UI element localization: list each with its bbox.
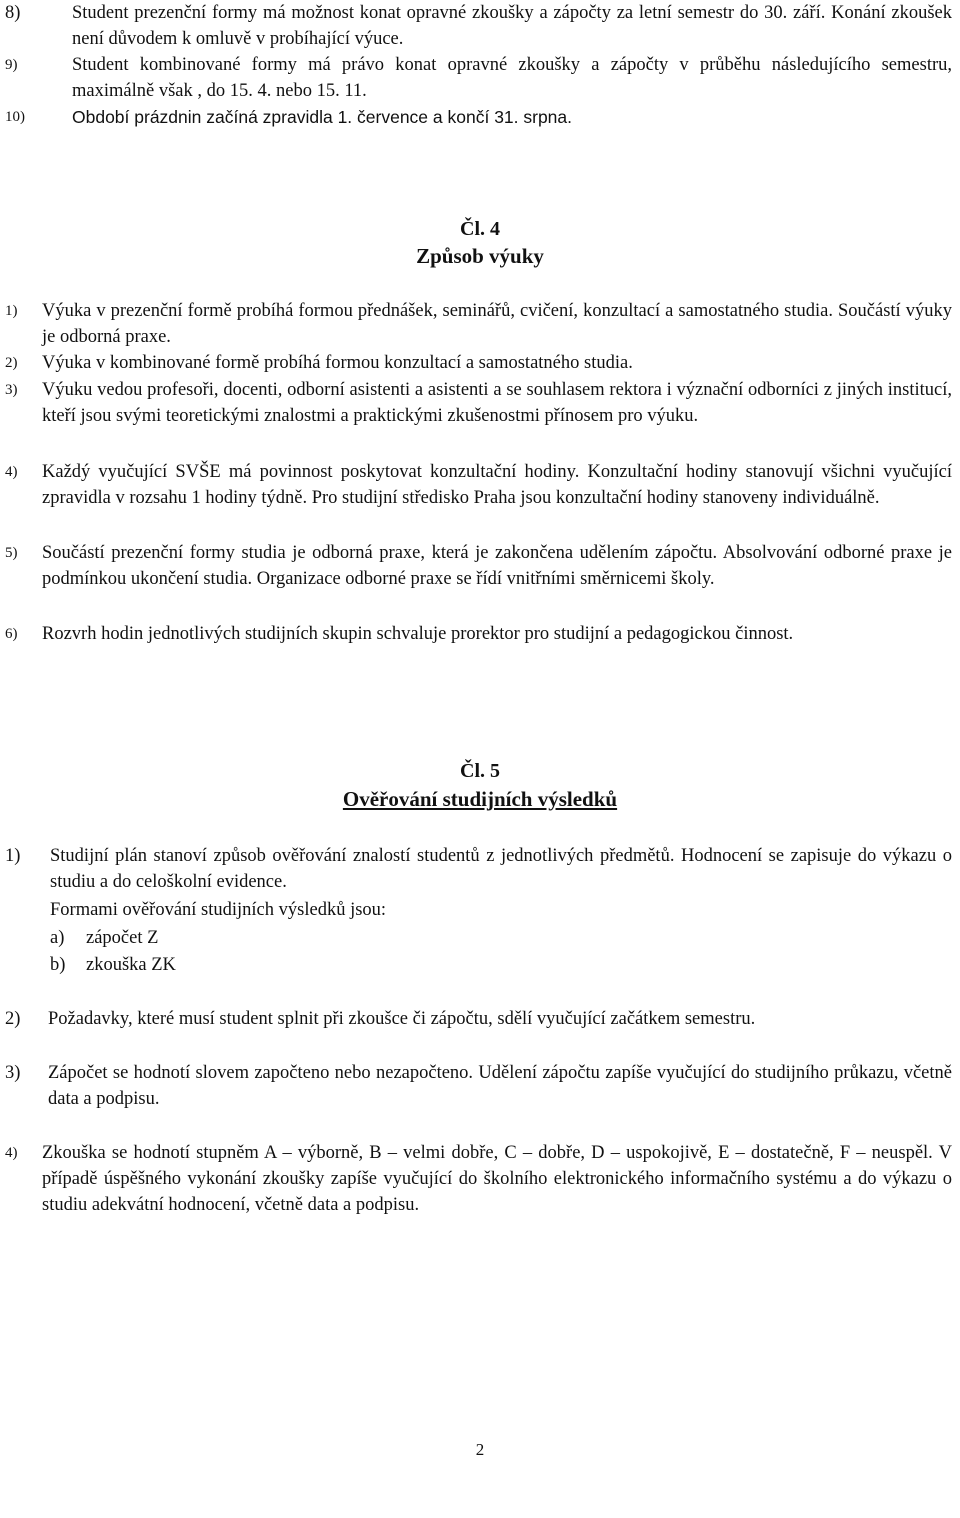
item-number: 4) (5, 464, 18, 480)
item-text: Požadavky, které musí student splnit při zkoušce či zápočtu, sdělí vyučující začátkem semestru. (48, 1009, 756, 1029)
item-number: 3) (5, 1063, 21, 1083)
art4-item-4 (0, 459, 952, 511)
forms-intro: Formami ověřování studijních výsledků jsou: (50, 900, 387, 920)
article-5-title: Ověřování studijních výsledků (342, 787, 618, 811)
item-text: Období prázdnin začíná zpravidla 1. července a končí 31. srpna. (72, 107, 573, 127)
item-number: 3) (5, 382, 18, 398)
form-text: zkouška ZK (86, 955, 176, 975)
form-item-a (50, 924, 158, 952)
item-text: Studijní plán stanoví způsob ověřování znalostí studentů z jednotlivých předmětů. Hodnocení se zapisuje do výkazu o studiu a do celoškolní evidence. (50, 846, 952, 892)
item-number: 9) (5, 57, 18, 73)
item-number: 2) (5, 355, 18, 371)
item-number: 8) (5, 3, 21, 23)
item-number: 10) (5, 109, 25, 125)
item-number: 2) (5, 1009, 21, 1029)
item-number: 5) (5, 545, 18, 561)
item-number: 1) (5, 303, 18, 319)
art5-item-4 (0, 1140, 952, 1218)
art4-item-5 (0, 540, 952, 592)
form-text: zápočet Z (86, 928, 159, 948)
art4-item-2 (0, 350, 952, 376)
art4-item-1 (0, 298, 952, 350)
art4-item-3 (0, 377, 952, 429)
item-text: Rozvrh hodin jednotlivých studijních skupin schvaluje prorektor pro studijní a pedagogickou činnost. (42, 624, 794, 644)
item-text: Výuku vedou profesoři, docenti, odborní asistenti a asistenti a se souhlasem rektora i význační odborníci z jiných institucí, kteří jsou svými teoretickými znalostmi a praktickými zkušenostmi přínosem pro výuku. (42, 380, 952, 426)
item-number: 1) (5, 846, 21, 866)
article-5-number: Čl. 5 (460, 760, 500, 782)
art4-item-6 (0, 621, 952, 647)
form-letter: b) (50, 955, 66, 975)
item-text: Součástí prezenční formy studia je odborná praxe, která je zakončena udělením zápočtu. Absolvování odborné praxe je podmínkou ukončení studia. Organizace odborné praxe se řídí vnitřními směrnicemi školy. (42, 543, 952, 589)
item-text: Student prezenční formy má možnost konat opravné zkoušky a zápočty za letní semestr do 30. září. Konání zkoušek není důvodem k omluvě v probíhající výuce. (72, 3, 952, 49)
item-number: 4) (5, 1145, 18, 1161)
page-number: 2 (475, 1440, 485, 1459)
item-text: Výuka v kombinované formě probíhá formou konzultací a samostatného studia. (42, 353, 633, 373)
form-letter: a) (50, 928, 65, 948)
article-4-number: Čl. 4 (460, 218, 500, 240)
item-text: Výuka v prezenční formě probíhá formou přednášek, seminářů, cvičení, konzultací a samostatného studia. Součástí výuky je odborná praxe. (42, 301, 952, 347)
list-item-8 (0, 0, 952, 52)
form-item-b (50, 951, 176, 979)
art5-item-3 (0, 1060, 952, 1112)
list-item-10 (0, 104, 952, 130)
art5-item-1 (0, 843, 952, 895)
list-item-9 (0, 52, 952, 104)
item-text: Zkouška se hodnotí stupněm A – výborně, B – velmi dobře, C – dobře, D – uspokojivě, E – dostatečně, F – neuspěl. V případě úspěšného vykonání zkoušky zapíše vyučující do školního elektronického informačního systému a do výkazu o studiu adekvátní hodnocení, včetně data a podpisu. (42, 1143, 952, 1215)
art5-item-2 (0, 1006, 952, 1032)
article-4-title: Způsob výuky (416, 244, 544, 268)
item-text: Zápočet se hodnotí slovem započteno nebo nezapočteno. Udělení zápočtu zapíše vyučující do studijního průkazu, včetně data a podpisu. (48, 1063, 952, 1109)
item-text: Student kombinované formy má právo konat opravné zkoušky a zápočty v průběhu následujícího semestru, maximálně však , do 15. 4. nebo 15. 11. (72, 55, 952, 101)
item-number: 6) (5, 626, 18, 642)
item-text: Každý vyučující SVŠE má povinnost poskytovat konzultační hodiny. Konzultační hodiny stanovují všichni vyučující zpravidla v rozsahu 1 hodiny týdně. Pro studijní středisko Praha jsou konzultační hodiny stanoveny individuálně. (42, 462, 952, 508)
